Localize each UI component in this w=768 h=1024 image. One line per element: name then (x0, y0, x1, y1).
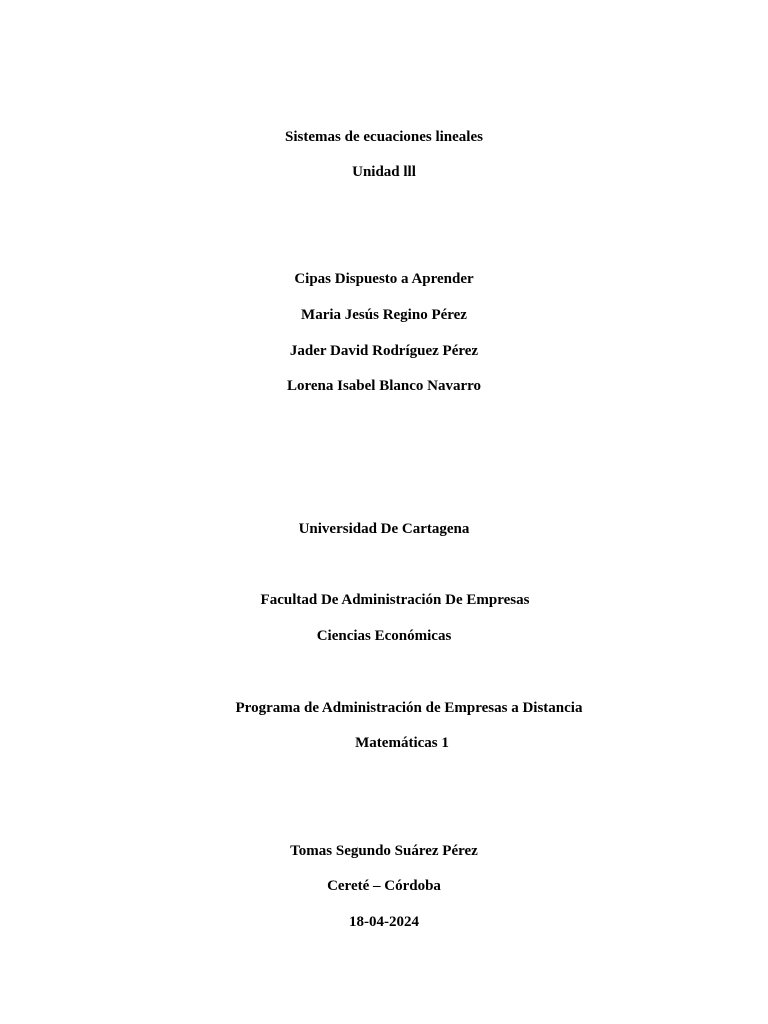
member-name: Lorena Isabel Blanco Navarro (286, 378, 482, 394)
department-name: Ciencias Económicas (316, 628, 452, 644)
member-name: Maria Jesús Regino Pérez (301, 307, 467, 323)
date: 18-04-2024 (349, 914, 419, 930)
document-title: Sistemas de ecuaciones lineales (285, 129, 483, 145)
location: Cereté – Córdoba (327, 878, 441, 894)
teacher-name: Tomas Segundo Suárez Pérez (290, 843, 478, 859)
unit-label: Unidad lll (352, 164, 416, 180)
group-name: Cipas Dispuesto a Aprender (294, 271, 474, 287)
faculty-name: Facultad De Administración De Empresas (260, 592, 530, 608)
program-name: Programa de Administración de Empresas a Distancia (235, 700, 583, 716)
member-name: Jader David Rodríguez Pérez (289, 343, 479, 359)
course-name: Matemáticas 1 (355, 735, 449, 751)
university-name: Universidad De Cartagena (298, 521, 470, 537)
